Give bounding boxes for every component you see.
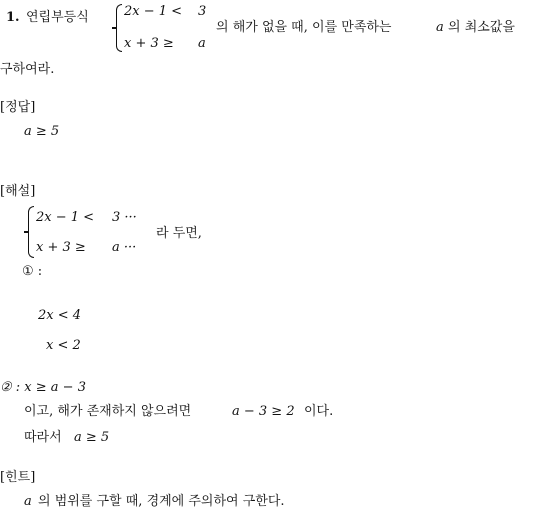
system-brace	[116, 4, 122, 52]
system-eq2-rhs: a	[198, 36, 206, 51]
answer-heading: [정답]	[0, 100, 36, 115]
condition-math: a − 3 ≥ 2	[232, 404, 295, 419]
hint-heading: [힌트]	[0, 470, 36, 485]
question-line2: 구하여라.	[0, 62, 55, 77]
hint-text: 의 범위를 구할 때, 경계에 주의하여 구한다.	[38, 494, 285, 509]
hint-var: a	[24, 494, 32, 509]
question-part1: 의 해가 없을 때, 이를 만족하는	[216, 20, 392, 35]
question-part2: 의 최소값을	[448, 20, 515, 35]
conclusion-math: a ≥ 5	[74, 430, 110, 445]
system-eq2-lhs: x + 3 ≥	[124, 36, 174, 51]
solution-heading: [해설]	[0, 184, 36, 199]
system-eq1-rhs: 3	[198, 4, 207, 19]
problem-number: 1.	[6, 10, 20, 25]
solution-eq1-lhs: 2x − 1 <	[36, 210, 95, 225]
condition-suffix: 이다.	[304, 404, 334, 419]
solution-system-brace	[28, 206, 34, 258]
answer-value: a ≥ 5	[24, 124, 60, 139]
solution-let-text: 라 두면,	[156, 226, 202, 241]
step1-line2: x < 2	[46, 338, 81, 353]
conclusion-prefix: 따라서	[24, 430, 62, 445]
question-var: a	[436, 20, 444, 35]
system-eq1-lhs: 2x − 1 <	[124, 4, 183, 19]
solution-eq2-lhs: x + 3 ≥	[36, 240, 86, 255]
solution-eq1-rhs: 3 ···	[112, 210, 137, 225]
step1-label: ① :	[22, 264, 43, 279]
step1-line1: 2x < 4	[38, 308, 82, 323]
condition-prefix: 이고, 해가 존재하지 않으려면	[24, 404, 192, 419]
problem-intro: 연립부등식	[26, 10, 89, 25]
solution-eq2-rhs: a ···	[112, 240, 137, 255]
step2-label: ② : x ≥ a − 3	[0, 380, 86, 395]
